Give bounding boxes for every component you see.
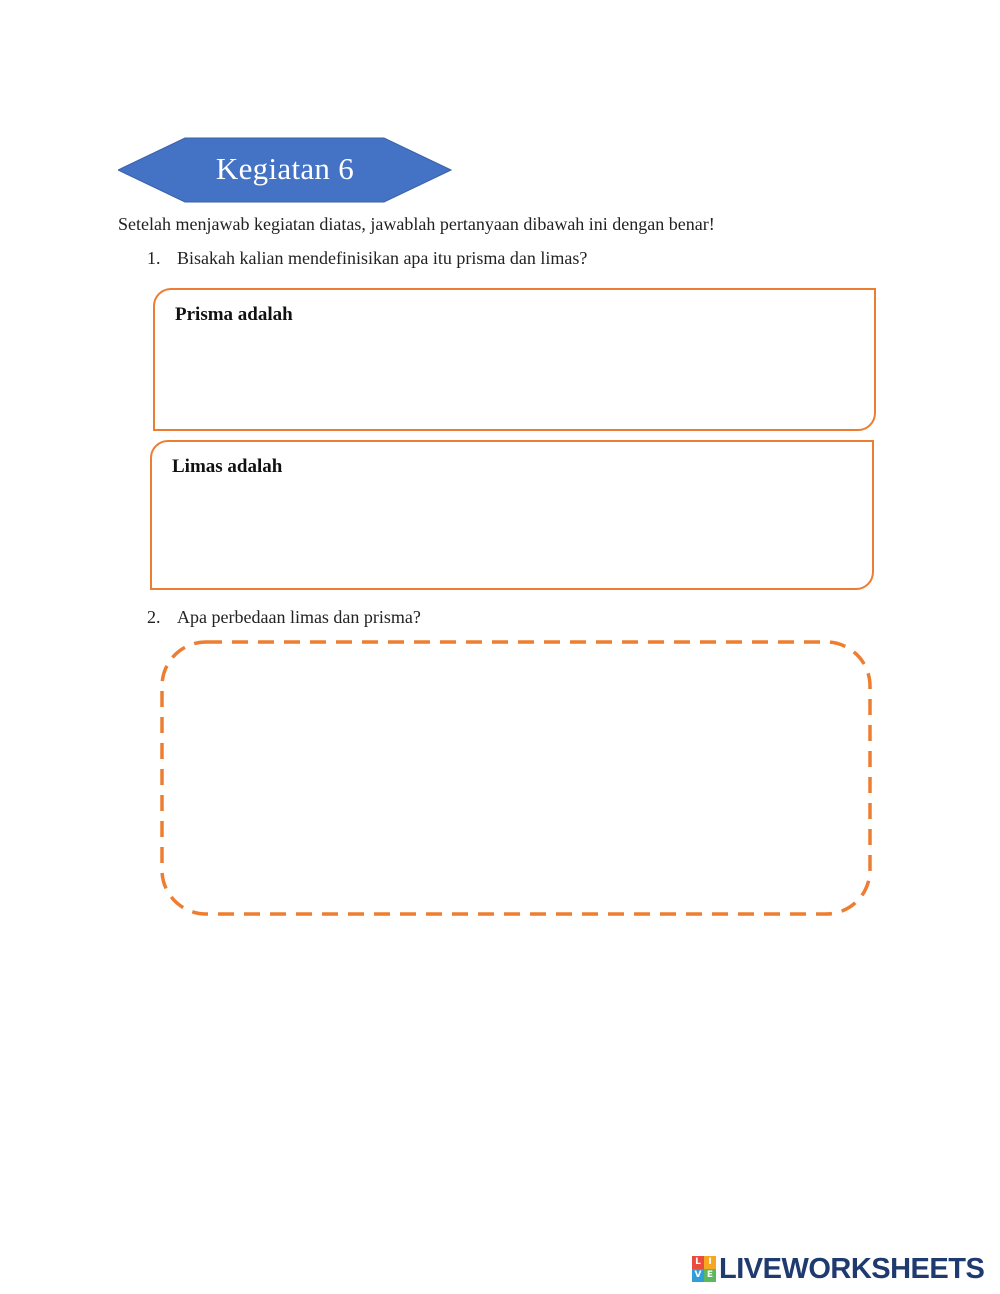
activity-banner (118, 137, 452, 203)
question-2 (147, 607, 421, 628)
question-2-number: 2. (147, 607, 161, 627)
instruction-text: Setelah menjawab kegiatan diatas, jawablah pertanyaan dibawah ini dengan benar! (118, 214, 715, 234)
prisma-answer-box (153, 288, 876, 431)
question-1-number: 1. (147, 248, 161, 268)
question-2-text: Apa perbedaan limas dan prisma? (177, 607, 421, 627)
prisma-answer-input[interactable] (173, 334, 856, 417)
limas-answer-input[interactable] (170, 486, 854, 576)
logo-letter-l: L (692, 1256, 704, 1269)
prisma-label: Prisma adalah (175, 304, 293, 325)
liveworksheets-logo-icon (692, 1256, 716, 1282)
limas-label: Limas adalah (172, 456, 283, 477)
difference-answer-box (160, 640, 872, 916)
brand-name: LIVEWORKSHEETS (719, 1252, 985, 1285)
question-1-text: Bisakah kalian mendefinisikan apa itu prisma dan limas? (177, 248, 588, 268)
logo-letter-i: I (704, 1256, 716, 1269)
logo-letter-e: E (704, 1269, 716, 1282)
limas-answer-box (150, 440, 874, 590)
banner-title: Kegiatan 6 (215, 151, 355, 186)
question-1 (147, 248, 587, 269)
logo-letter-v: V (692, 1269, 704, 1282)
liveworksheets-brand (692, 1254, 984, 1284)
difference-answer-input[interactable] (184, 662, 852, 898)
